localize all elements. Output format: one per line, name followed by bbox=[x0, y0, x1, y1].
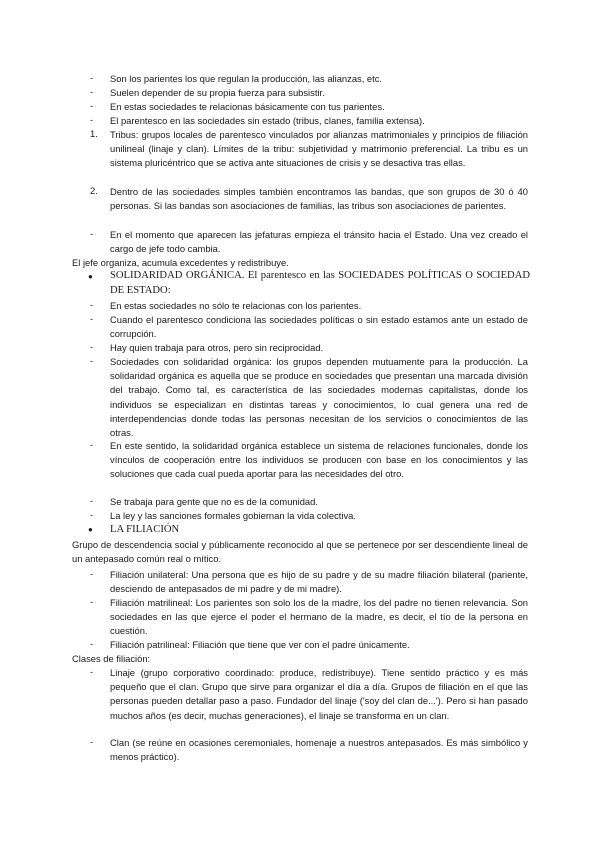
list-item bbox=[90, 114, 530, 128]
section-heading bbox=[88, 523, 388, 537]
list-item-text: Clan (se reúne en ocasiones ceremoniales, homenaje a nuestros antepasados. Es más simbólico y menos práctico). bbox=[110, 737, 528, 763]
list-item bbox=[90, 509, 528, 523]
list-item-text: Cuando el parentesco condiciona las sociedades políticas o sin estado estamos ante un estado de corrupción. bbox=[110, 314, 528, 340]
list-item bbox=[90, 72, 530, 86]
paragraph: El jefe organiza, acumula excedentes y redistribuye. bbox=[72, 257, 289, 268]
list-item-text: Son los parientes los que regulan la producción, las alianzas, etc. bbox=[110, 73, 383, 84]
dash-marker: - bbox=[90, 355, 94, 366]
list-item bbox=[90, 313, 528, 341]
list-item-text: En estas sociedades te relacionas básicamente con tus parientes. bbox=[110, 101, 385, 112]
list-item bbox=[90, 439, 528, 482]
dash-marker: - bbox=[90, 638, 94, 649]
definition-paragraph: Grupo de descendencia social y públicamente reconocido al que se pertenece por ser descendiente lineal de un antepasado común real o mítico. bbox=[72, 539, 528, 565]
list-item bbox=[90, 638, 528, 652]
list-item bbox=[90, 355, 528, 440]
dash-marker: - bbox=[90, 86, 94, 97]
list-item bbox=[90, 596, 528, 639]
number-marker: 1. bbox=[90, 128, 98, 139]
dash-marker: - bbox=[90, 299, 94, 310]
list-item bbox=[90, 100, 530, 114]
dash-marker: - bbox=[90, 313, 94, 324]
list-item-text: En este sentido, la solidaridad orgánica establece un sistema de relaciones funcionales, donde los vínculos de cooperación entre los individuos se producen con base en los conocimientos y las soluciones que cada cual pueda aportar para las necesidades del otro. bbox=[110, 440, 528, 480]
list-item-text: Suelen depender de su propia fuerza para subsistir. bbox=[110, 87, 325, 98]
list-item-text: Sociedades con solidaridad orgánica: los grupos dependen mutuamente para la producción. La solidaridad orgánica es aquella que se produce en sociedades que presentan una marcada división del trabajo. Como tal, es característica de las sociedades modernas capitalistas, donde los individuos se especializan en distintas tareas y conocimientos, lo cual genera una red de interdependencias donde todas las personas necesitan de los servicios o conocimientos de las otras. bbox=[110, 356, 528, 439]
dash-marker: - bbox=[90, 439, 94, 450]
dash-marker: - bbox=[90, 114, 94, 125]
list-item-text: Se trabaja para gente que no es de la comunidad. bbox=[110, 496, 318, 507]
list-item-text: En estas sociedades no sólo te relacionas con los parientes. bbox=[110, 300, 362, 311]
list-item bbox=[90, 495, 528, 509]
clases-heading: Clases de filiación: bbox=[72, 653, 151, 664]
dash-marker: - bbox=[90, 100, 94, 111]
list-item bbox=[90, 299, 528, 313]
list-item bbox=[90, 666, 528, 723]
list-item bbox=[90, 568, 528, 596]
section-heading bbox=[88, 268, 530, 298]
list-item-text: La ley y las sanciones formales gobiernan la vida colectiva. bbox=[110, 510, 356, 521]
dash-marker: - bbox=[90, 72, 94, 83]
list-item bbox=[90, 736, 528, 764]
dash-marker: - bbox=[90, 736, 94, 747]
dash-marker: - bbox=[90, 666, 94, 677]
dash-marker: - bbox=[90, 596, 94, 607]
list-item-text: Hay quien trabaja para otros, pero sin reciprocidad. bbox=[110, 342, 324, 353]
dash-marker: - bbox=[90, 509, 94, 520]
numbered-item bbox=[90, 185, 528, 213]
list-item-text: En el momento que aparecen las jefaturas empieza el tránsito hacia el Estado. Una vez creado el cargo de jefe todo cambia. bbox=[110, 229, 528, 255]
list-item-text: Filiación patrilineal: Filiación que tiene que ver con el padre únicamente. bbox=[110, 639, 410, 650]
numbered-item-text: Tribus: grupos locales de parentesco vinculados por alianzas matrimoniales y principios de filiación unilineal (linaje y clan). Límites de la tribu: subjetividad y matrimonio preferencial. La tribu es un sistema pluricéntrico que se activa ante situaciones de crisis y se desactiva tras ellas. bbox=[110, 129, 528, 169]
list-item-text: Filiación matrilineal: Los parientes son solo los de la madre, los del padre no tienen relevancia. Son sociedades en las que ejerce el poder el hermano de la madre, es decir, el tío de la persona en cuestión. bbox=[110, 597, 528, 637]
dash-marker: - bbox=[90, 568, 94, 579]
list-item bbox=[90, 86, 530, 100]
list-item-text: Filiación unilateral: Una persona que es hijo de su padre y de su madre filiación bilateral (pariente, desciendo de antepasados de mi padre y de mi madre). bbox=[110, 569, 528, 595]
list-item-text: El parentesco en las sociedades sin estado (tribus, clanes, familia extensa). bbox=[110, 115, 425, 126]
number-marker: 2. bbox=[90, 185, 98, 196]
numbered-item-text: Dentro de las sociedades simples también encontramos las bandas, que son grupos de 30 ó 40 personas. Si las bandas son asociaciones de familias, las tribus son asociaciones de parientes. bbox=[110, 186, 528, 212]
list-item-text: Linaje (grupo corporativo coordinado: produce, redistribuye). Tiene sentido práctico y es más pequeño que el clan. Grupo que sirve para organizar el día a día. Grupos de filiación en el que las personas pueden detallar paso a paso. Fundador del linaje ('soy del clan de...'). Pero si han pasado muchos años (es decir, muchas generaciones), el linaje se transforma en un clan. bbox=[110, 667, 528, 721]
numbered-item bbox=[90, 128, 528, 171]
list-item bbox=[90, 341, 528, 355]
list-item bbox=[90, 228, 528, 256]
bullet-marker: ● bbox=[88, 525, 93, 534]
section-heading-text: LA FILIACIÓN bbox=[110, 524, 180, 535]
dash-marker: - bbox=[90, 495, 94, 506]
dash-marker: - bbox=[90, 228, 94, 239]
bullet-marker: ● bbox=[88, 272, 93, 281]
section-heading-text: SOLIDARIDAD ORGÁNICA. El parentesco en las SOCIEDADES POLÍTICAS O SOCIEDAD DE ESTADO: bbox=[110, 270, 530, 296]
dash-marker: - bbox=[90, 341, 94, 352]
